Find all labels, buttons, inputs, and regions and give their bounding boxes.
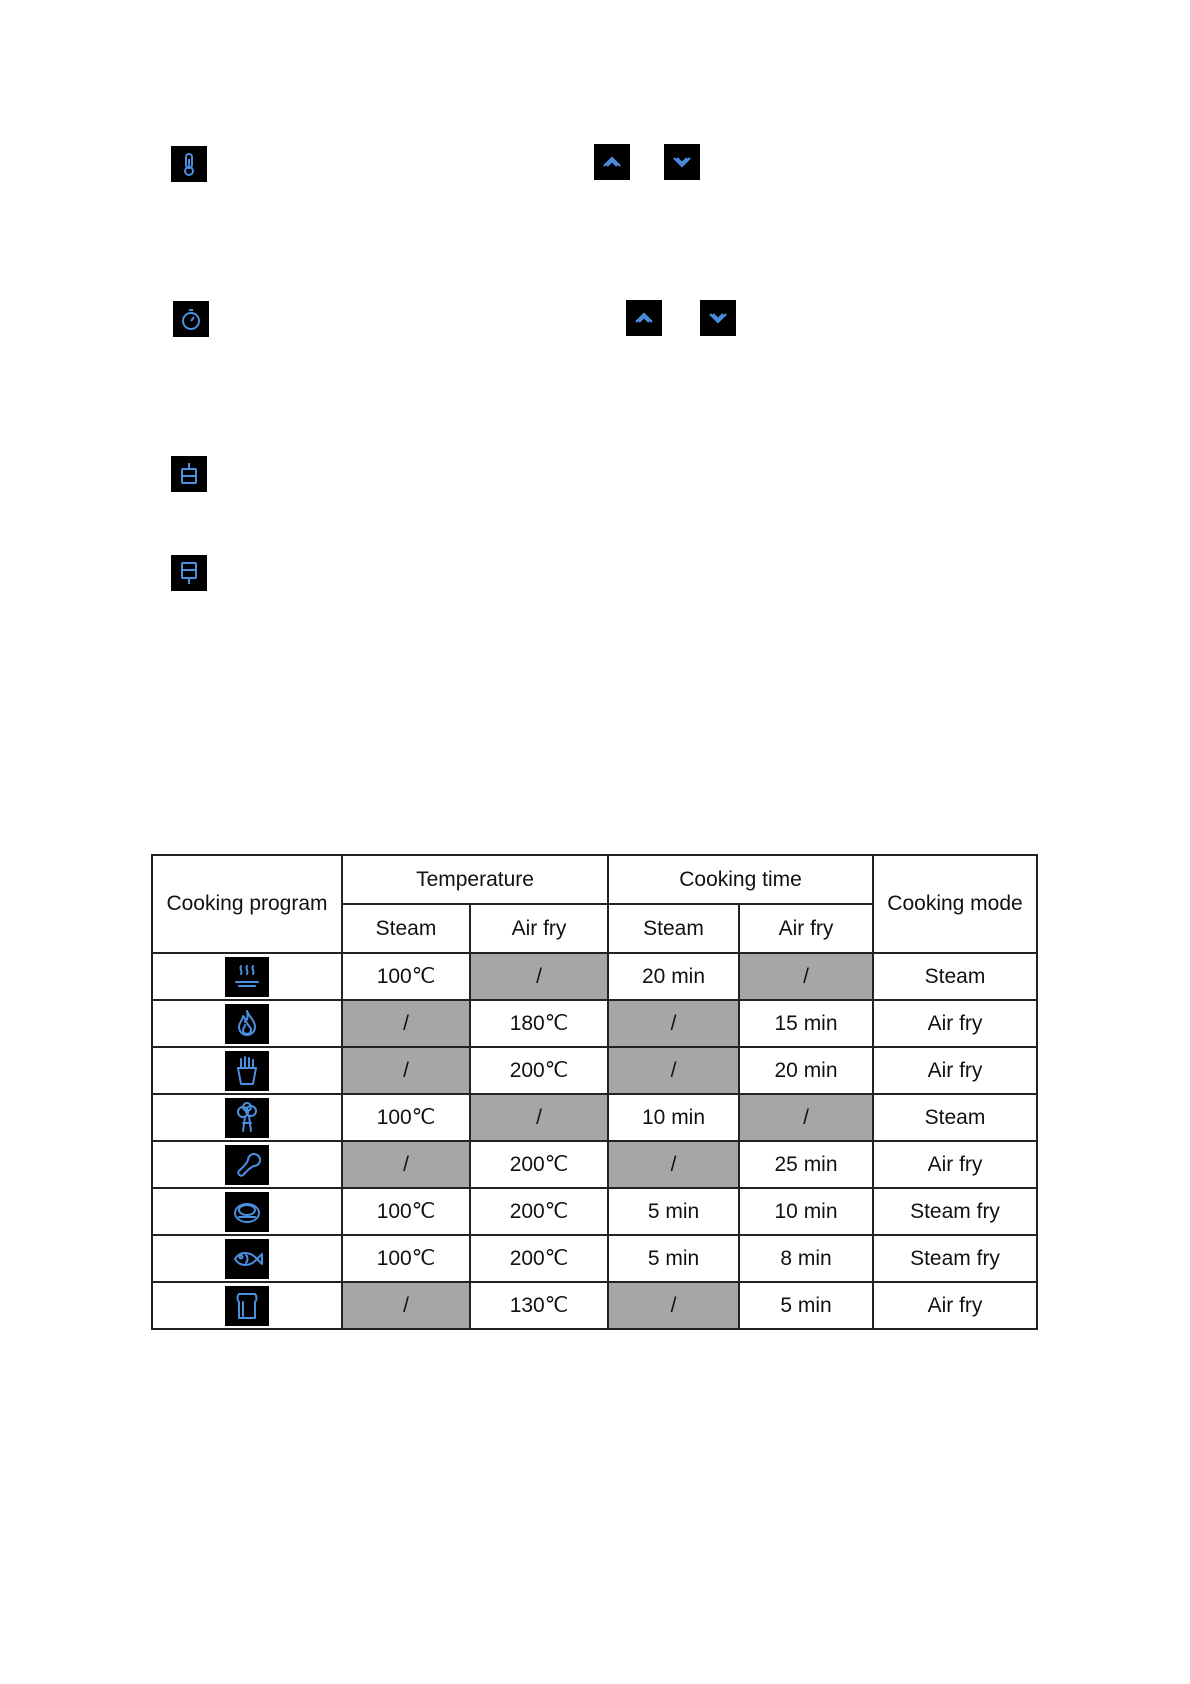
- time-steam-cell: /: [608, 1282, 739, 1329]
- time-air-fry-cell: 10 min: [739, 1188, 873, 1235]
- temp-steam-cell: 100℃: [342, 953, 470, 1000]
- temperature-up-button[interactable]: [594, 144, 630, 180]
- temp-steam-cell: 100℃: [342, 1188, 470, 1235]
- time-air-fry-cell: /: [739, 1094, 873, 1141]
- table-row: [152, 1094, 1037, 1141]
- header-cooking-time: Cooking time: [608, 855, 873, 904]
- temp-steam-cell: 100℃: [342, 1094, 470, 1141]
- table-row: [152, 1235, 1037, 1282]
- fish-icon: [225, 1239, 269, 1279]
- flame-icon: [225, 1004, 269, 1044]
- table-row: [152, 1000, 1037, 1047]
- time-air-fry-cell: 15 min: [739, 1000, 873, 1047]
- header-temperature: Temperature: [342, 855, 608, 904]
- time-steam-cell: /: [608, 1141, 739, 1188]
- program-cell: [152, 953, 342, 1000]
- fries-icon: [225, 1051, 269, 1091]
- program-cell: [152, 1000, 342, 1047]
- time-steam-cell: 10 min: [608, 1094, 739, 1141]
- temp-air-fry-cell: 200℃: [470, 1235, 608, 1282]
- header-temp-air-fry: Air fry: [470, 904, 608, 953]
- time-air-fry-cell: 8 min: [739, 1235, 873, 1282]
- program-cell: [152, 1282, 342, 1329]
- temp-steam-cell: /: [342, 1047, 470, 1094]
- time-steam-cell: 20 min: [608, 953, 739, 1000]
- program-cell: [152, 1047, 342, 1094]
- thermometer-icon: [171, 146, 207, 182]
- temp-steam-cell: /: [342, 1000, 470, 1047]
- table-row: [152, 1141, 1037, 1188]
- table-row: [152, 1282, 1037, 1329]
- time-up-button[interactable]: [626, 300, 662, 336]
- table-row: [152, 953, 1037, 1000]
- temp-air-fry-cell: 200℃: [470, 1188, 608, 1235]
- table-row: [152, 1047, 1037, 1094]
- temp-steam-cell: /: [342, 1141, 470, 1188]
- time-air-fry-cell: /: [739, 953, 873, 1000]
- header-time-steam: Steam: [608, 904, 739, 953]
- mode-cell: Air fry: [873, 1141, 1037, 1188]
- temp-air-fry-cell: /: [470, 953, 608, 1000]
- time-steam-cell: /: [608, 1047, 739, 1094]
- mode-cell: Steam: [873, 1094, 1037, 1141]
- mode-cell: Steam fry: [873, 1188, 1037, 1235]
- temp-air-fry-cell: /: [470, 1094, 608, 1141]
- program-cell: [152, 1188, 342, 1235]
- time-air-fry-cell: 25 min: [739, 1141, 873, 1188]
- toast-icon: [225, 1286, 269, 1326]
- mode-cell: Air fry: [873, 1000, 1037, 1047]
- steam-plate-icon: [225, 957, 269, 997]
- water-tank-fill-icon: [171, 456, 207, 492]
- temp-air-fry-cell: 180℃: [470, 1000, 608, 1047]
- table-row: [152, 1188, 1037, 1235]
- header-cooking-program: Cooking program: [152, 855, 342, 953]
- program-cell: [152, 1094, 342, 1141]
- broccoli-icon: [225, 1098, 269, 1138]
- stopwatch-icon: [173, 301, 209, 337]
- time-down-button[interactable]: [700, 300, 736, 336]
- header-time-air-fry: Air fry: [739, 904, 873, 953]
- steak-icon: [225, 1192, 269, 1232]
- temp-steam-cell: /: [342, 1282, 470, 1329]
- temp-steam-cell: 100℃: [342, 1235, 470, 1282]
- temp-air-fry-cell: 200℃: [470, 1047, 608, 1094]
- mode-cell: Steam: [873, 953, 1037, 1000]
- time-air-fry-cell: 5 min: [739, 1282, 873, 1329]
- mode-cell: Steam fry: [873, 1235, 1037, 1282]
- temp-air-fry-cell: 130℃: [470, 1282, 608, 1329]
- program-cell: [152, 1141, 342, 1188]
- cooking-program-table: [151, 854, 1038, 1330]
- chicken-leg-icon: [225, 1145, 269, 1185]
- water-tank-drain-icon: [171, 555, 207, 591]
- header-temp-steam: Steam: [342, 904, 470, 953]
- program-cell: [152, 1235, 342, 1282]
- mode-cell: Air fry: [873, 1047, 1037, 1094]
- time-steam-cell: 5 min: [608, 1235, 739, 1282]
- time-steam-cell: 5 min: [608, 1188, 739, 1235]
- time-steam-cell: /: [608, 1000, 739, 1047]
- mode-cell: Air fry: [873, 1282, 1037, 1329]
- header-cooking-mode: Cooking mode: [873, 855, 1037, 953]
- temperature-down-button[interactable]: [664, 144, 700, 180]
- time-air-fry-cell: 20 min: [739, 1047, 873, 1094]
- temp-air-fry-cell: 200℃: [470, 1141, 608, 1188]
